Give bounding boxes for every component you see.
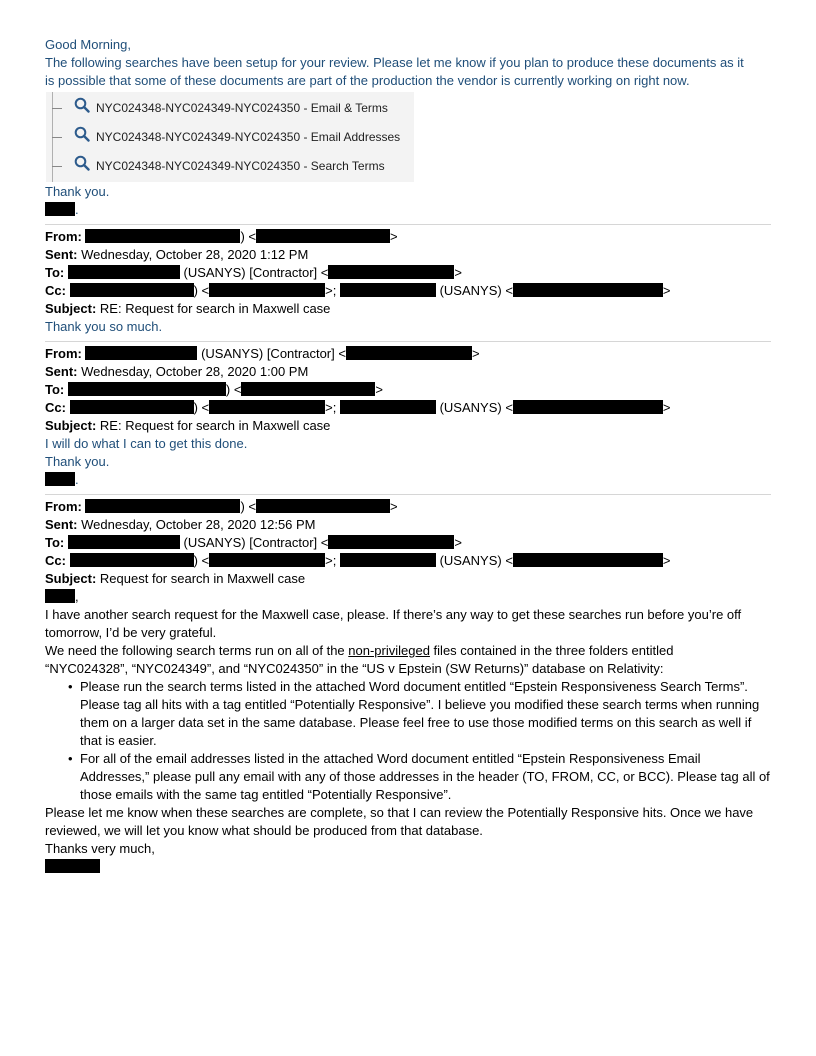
email-header-cc: Cc: ) < >; (USANYS) < > [45, 400, 671, 415]
redaction [513, 400, 663, 414]
email-header-to: To: (USANYS) [Contractor] < > [45, 535, 462, 550]
email-paragraph: Please let me know when these searches are complete, so that I can review the Potentially Responsive hits. Once we have [45, 805, 754, 820]
redaction [68, 265, 180, 279]
email-paragraph: “NYC024328”, “NYC024349”, and “NYC024350” in the “US v Epstein (SW Returns)” database on Relativity: [45, 661, 664, 676]
email-paragraph: I have another search request for the Maxwell case, please. If there’s any way to get these searches run before you’re off [45, 607, 742, 622]
email-header-sent: Sent: Wednesday, October 28, 2020 12:56 PM [45, 517, 316, 532]
redaction [68, 382, 226, 396]
redaction [209, 400, 325, 414]
separator [45, 494, 771, 495]
redaction [45, 859, 100, 873]
redaction [45, 472, 75, 486]
redaction [209, 553, 325, 567]
redaction [340, 553, 436, 567]
email-greeting: , [45, 588, 771, 606]
saved-search-item[interactable] [46, 94, 388, 122]
redaction [85, 499, 240, 513]
email-header-subject: Subject: Request for search in Maxwell case [45, 571, 306, 586]
signature [45, 858, 771, 876]
email-body: Thank you. [45, 454, 110, 469]
email-paragraph: reviewed, we will let you know what should be produced from that database. [45, 823, 483, 838]
saved-search-label: NYC024348-NYC024349-NYC024350 - Search Terms [96, 159, 385, 173]
search-icon [74, 153, 90, 181]
redaction [346, 346, 472, 360]
redaction [85, 346, 197, 360]
redaction [70, 553, 194, 567]
saved-search-label: NYC024348-NYC024349-NYC024350 - Email & Terms [96, 101, 388, 115]
greeting: Good Morning, [45, 37, 131, 52]
tree-branch [52, 166, 62, 167]
redaction [328, 535, 454, 549]
email-paragraph: tomorrow, I’d be very grateful. [45, 625, 217, 640]
closing: Thanks very much, [45, 841, 155, 856]
email-header-subject: Subject: RE: Request for search in Maxwell case [45, 418, 331, 433]
email-header-from: From: ) < > [45, 229, 398, 244]
email-header-sent: Sent: Wednesday, October 28, 2020 1:00 PM [45, 364, 309, 379]
email-body: I will do what I can to get this done. [45, 436, 248, 451]
signature: . [45, 471, 771, 489]
email-paragraph: We need the following search terms run on all of the non-privileged files contained in the three folders entitled [45, 643, 674, 658]
signature: . [45, 201, 771, 219]
saved-search-item[interactable] [46, 152, 385, 180]
redaction [209, 283, 325, 297]
tree-branch [52, 108, 62, 109]
intro-line-1: The following searches have been setup for your review. Please let me know if you plan to produce these documents as it [45, 55, 744, 70]
redaction [340, 283, 436, 297]
redaction [513, 283, 663, 297]
email-header-cc: Cc: ) < >; (USANYS) < > [45, 553, 671, 568]
list-item: • For all of the email addresses listed in the attached Word document entitled “Epstein Responsiveness Email Addresses,” please pull any email with any of those addresses in the header (TO, FROM, CC, or BCC). Please tag all of those emails with the same tag entitled “Potentially Responsive”. [68, 751, 770, 802]
redaction [68, 535, 180, 549]
redaction [241, 382, 375, 396]
email-header-from: From: (USANYS) [Contractor] < > [45, 346, 480, 361]
redaction [328, 265, 454, 279]
saved-searches-panel [46, 92, 414, 182]
email-header-cc: Cc: ) < >; (USANYS) < > [45, 283, 671, 298]
email-header-from: From: ) < > [45, 499, 398, 514]
search-icon [74, 124, 90, 152]
separator [45, 224, 771, 225]
redaction [513, 553, 663, 567]
email-thread [45, 36, 771, 876]
redaction [45, 202, 75, 216]
redaction [340, 400, 436, 414]
email-header-to: To: ) < > [45, 382, 384, 397]
saved-search-label: NYC024348-NYC024349-NYC024350 - Email Addresses [96, 130, 401, 144]
list-item: • Please run the search terms listed in the attached Word document entitled “Epstein Responsiveness Search Terms”. Please tag all hits with a tag entitled “Potentially Responsive”. I believe you modified these search terms when running them on a larger data set in the same database. Please feel free to use those modified terms on this search as well if that is easier. [68, 679, 760, 748]
tree-branch [52, 137, 62, 138]
email-header-to: To: (USANYS) [Contractor] < > [45, 265, 462, 280]
thanks-line: Thank you. [45, 184, 110, 199]
intro-line-2: is possible that some of these documents are part of the production the vendor is currently working on right now. [45, 73, 690, 88]
email-header-subject: Subject: RE: Request for search in Maxwell case [45, 301, 331, 316]
redaction [256, 229, 390, 243]
email-body: Thank you so much. [45, 319, 163, 334]
request-list [45, 678, 771, 804]
redaction [70, 400, 194, 414]
email-header-sent: Sent: Wednesday, October 28, 2020 1:12 PM [45, 247, 309, 262]
redaction [85, 229, 240, 243]
separator [45, 341, 771, 342]
search-icon [74, 95, 90, 123]
saved-search-item[interactable] [46, 123, 400, 151]
redaction [256, 499, 390, 513]
redaction [45, 589, 75, 603]
redaction [70, 283, 194, 297]
